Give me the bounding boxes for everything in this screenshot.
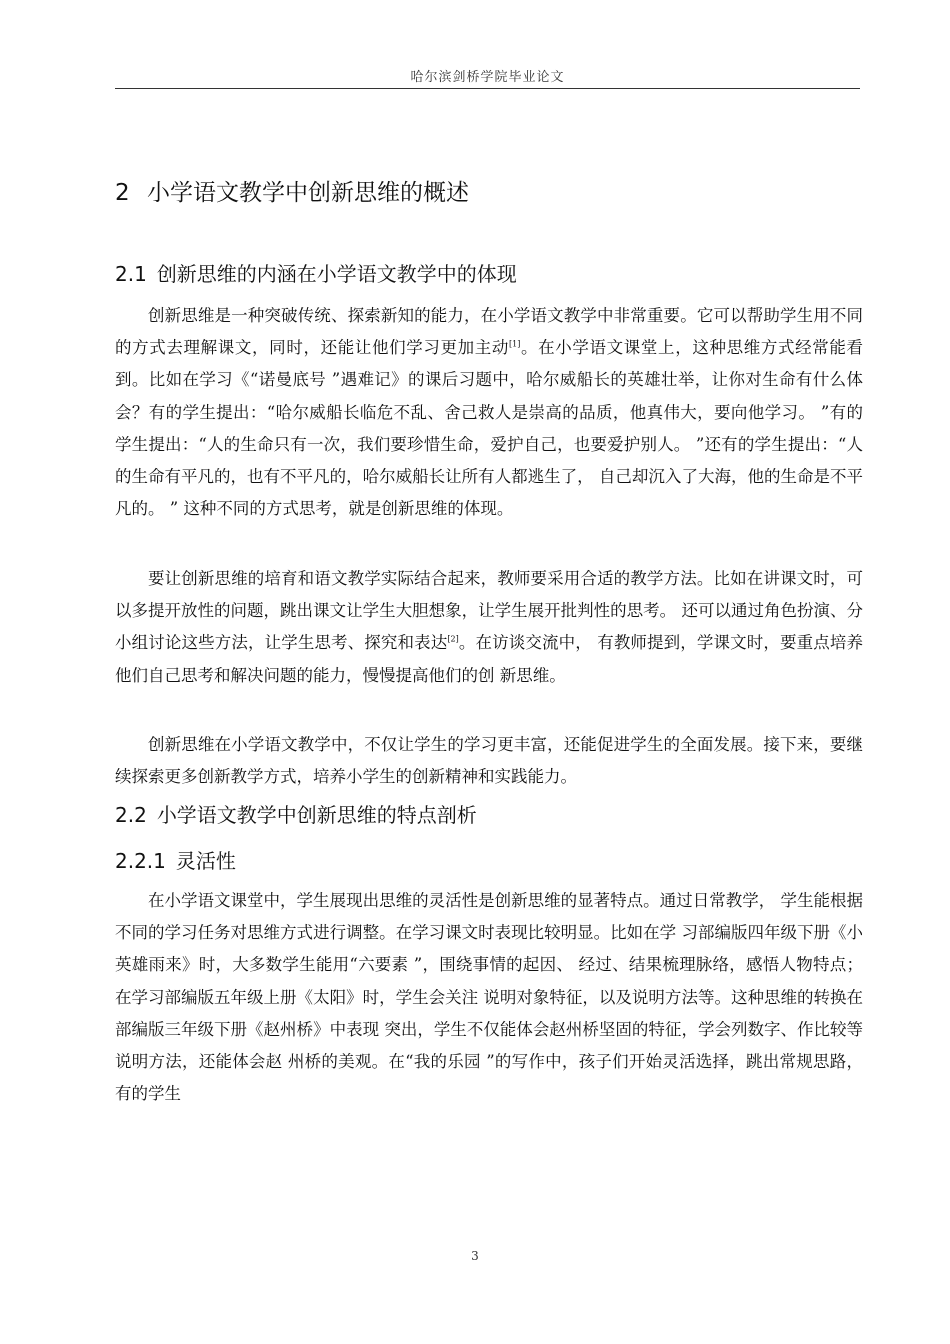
paragraph-1 xyxy=(115,300,863,525)
paragraph-3: 创新思维在小学语文教学中，不仅让学生的学习更丰富，还能促进学生的全面发展。接下来，要继续探索更多创新教学方式，培养小学生的创新精神和实践能力。 xyxy=(115,735,863,787)
section-title: 小学语文教学中创新思维的特点剖析 xyxy=(156,803,477,827)
paragraph-text: 要让创新思维的培育和语文教学实际结合起来，教师要采用合适的教学方法。比如在讲课文时，可以多提开放性的问题，跳出课文让学生大胆想象，让学生展开批判性的思考。 还可以通过角色扮演、分小组讨论这些方法，让学生思考、探究和表达 xyxy=(115,569,863,653)
section-number: 2.1 xyxy=(115,262,147,286)
header-rule xyxy=(115,88,860,89)
paragraph-text: 。在访谈交流中， 有教师提到，学课文时，要重点培养他们自己思考和解决问题的能力，慢慢提高他们的创 新思维。 xyxy=(115,633,863,685)
section-heading-2-2 xyxy=(115,799,477,828)
subsection-number: 2.2.1 xyxy=(115,849,166,873)
section-heading-2-1 xyxy=(115,258,517,287)
citation-2[interactable]: [2] xyxy=(447,634,459,644)
chapter-heading xyxy=(115,174,469,207)
paragraph-text: 。在小学语文课堂上，这种思维方式经常能看到。比如在学习《“诺曼底号 ”遇难记》的课后习题中，哈尔威船长的英雄壮举，让你对生命有什么体会？有的学生提出：“哈尔威船长临危不乱、舍己救人是崇高的品质，他真伟大，要向他学习。 ”有的学生提出：“人的生命只有一次，我们要珍惜生命，爱护自己，也要爱护别人。 ”还有的学生提出：“人的生命有平凡的，也有不平凡的，哈尔威船长让所有人都逃生了， 自己却沉入了大海，他的生命是不平凡的。 ” 这种不同的方式思考，就是创新思维的体现。 xyxy=(115,338,864,519)
citation-1[interactable]: [1] xyxy=(509,339,521,349)
page-number: 3 xyxy=(471,1249,479,1263)
paragraph-4: 在小学语文课堂中，学生展现出思维的灵活性是创新思维的显著特点。通过日常教学， 学生能根据不同的学习任务对思维方式进行调整。在学习课文时表现比较明显。比如在学 习部编版四年级下册《小英雄雨来》时，大多数学生能用“六要素 ”，围绕事情的起因、 经过、结果梳理脉络，感悟人物特点；在学习部编版五年级上册《太阳》时，学生会关注 说明对象特征，以及说明方法等。这种思维的转换在部编版三年级下册《赵州桥》中表现 突出，学生不仅能体会赵州桥坚固的特征，学会列数字、作比较等说明方法，还能体会赵 州桥的美观。在“我的乐园 ”的写作中，孩子们开始灵活选择，跳出常规思路，有的学生 xyxy=(115,891,863,1104)
section-title: 创新思维的内涵在小学语文教学中的体现 xyxy=(156,262,517,286)
chapter-title: 小学语文教学中创新思维的概述 xyxy=(146,180,469,206)
chapter-number: 2 xyxy=(115,180,130,206)
subsection-title: 灵活性 xyxy=(175,849,236,873)
section-number: 2.2 xyxy=(115,803,147,827)
paragraph-text: 创新思维是一种突破传统、探索新知的能力，在小学语文教学中非常重要。它可以帮助学生用不同的方式去理解课文，同时，还能让他们学习更加主动 xyxy=(115,306,863,358)
paragraph-2 xyxy=(115,563,863,692)
running-header: 哈尔滨剑桥学院毕业论文 xyxy=(410,70,565,85)
subsection-heading-2-2-1 xyxy=(115,845,236,874)
